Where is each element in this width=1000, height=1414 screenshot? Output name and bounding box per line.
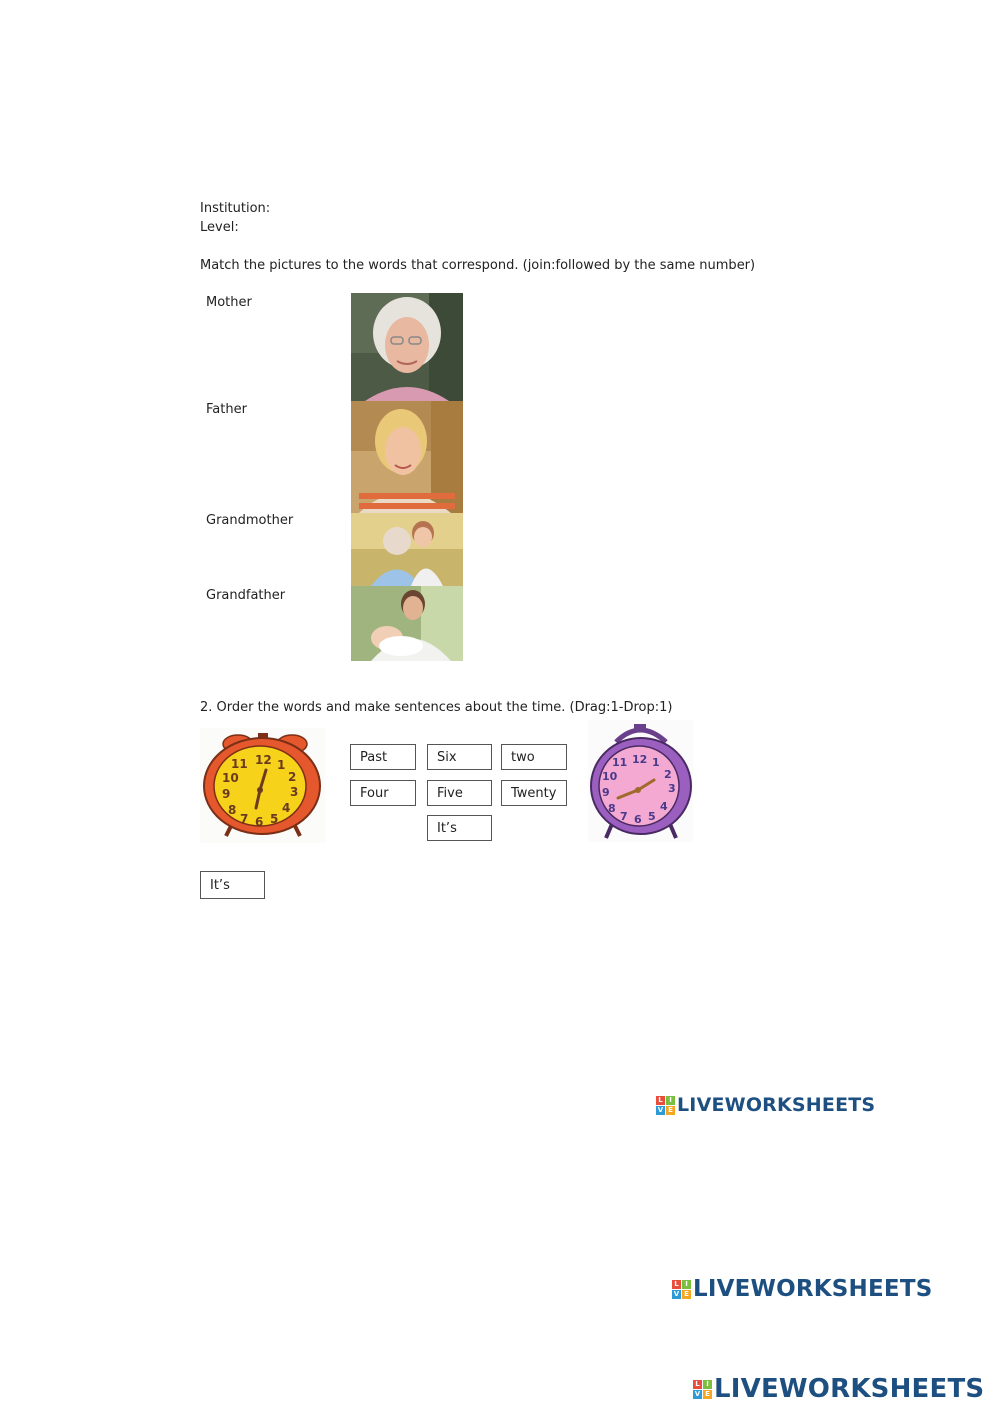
clock-right-number-8: 8 — [608, 802, 616, 815]
clock-left-number-4: 4 — [282, 801, 291, 815]
tile-four[interactable]: Four — [350, 780, 416, 806]
clock-left-number-10: 10 — [222, 771, 239, 785]
clock-right-number-11: 11 — [612, 756, 628, 769]
clock-right-number-4: 4 — [660, 800, 668, 813]
photo-grandmother[interactable] — [351, 293, 463, 401]
clock-left-number-8: 8 — [228, 803, 237, 817]
tile-two[interactable]: two — [501, 744, 567, 770]
clock-left-number-7: 7 — [240, 812, 249, 826]
liveworksheets-logo — [693, 1374, 984, 1404]
liveworksheets-wordmark: LIVEWORKSHEETS — [693, 1276, 933, 1302]
liveworksheets-wordmark: LIVEWORKSHEETS — [714, 1374, 985, 1404]
clock-right-number-2: 2 — [664, 768, 672, 781]
liveworksheets-logo-mark: L I V E — [656, 1096, 675, 1115]
institution-label: Institution: — [200, 201, 271, 216]
word-mother[interactable]: Mother — [206, 295, 252, 310]
clock-right-number-10: 10 — [602, 770, 618, 783]
liveworksheets-logo-mark: L I V E — [672, 1280, 691, 1299]
clock-right-number-3: 3 — [668, 782, 676, 795]
clock-left-number-6: 6 — [255, 815, 264, 829]
clock-left-number-11: 11 — [231, 757, 248, 771]
clock-right-number-6: 6 — [634, 813, 642, 826]
liveworksheets-logo-mark: L I V E — [693, 1380, 712, 1399]
alarm-clock-purple — [588, 720, 693, 842]
answer-drop-box[interactable]: It’s — [200, 871, 265, 899]
exercise2-instruction: 2. Order the words and make sentences about the time. (Drag:1-Drop:1) — [200, 700, 673, 715]
clock-right-number-12: 12 — [632, 753, 648, 766]
liveworksheets-logo — [672, 1276, 932, 1302]
alarm-clock-orange — [200, 728, 325, 843]
tile-twenty[interactable]: Twenty — [501, 780, 567, 806]
liveworksheets-logo — [656, 1094, 875, 1116]
word-father[interactable]: Father — [206, 402, 247, 417]
liveworksheets-wordmark: LIVEWORKSHEETS — [677, 1094, 876, 1116]
clock-right-number-5: 5 — [648, 810, 656, 823]
clock-left-number-12: 12 — [255, 753, 272, 767]
clock-left-number-3: 3 — [290, 785, 299, 799]
photo-grandfather[interactable] — [351, 513, 463, 586]
tile-five[interactable]: Five — [427, 780, 492, 806]
clock-left-number-1: 1 — [277, 758, 286, 772]
photo-father[interactable] — [351, 586, 463, 661]
clock-right-number-1: 1 — [652, 756, 660, 769]
photo-mother[interactable] — [351, 401, 463, 513]
tile-its[interactable]: It’s — [427, 815, 492, 841]
word-grandfather[interactable]: Grandfather — [206, 588, 286, 603]
clock-right-number-9: 9 — [602, 786, 610, 799]
clock-left-number-9: 9 — [222, 787, 231, 801]
clock-left-number-5: 5 — [270, 812, 279, 826]
tile-past[interactable]: Past — [350, 744, 416, 770]
clock-left-number-2: 2 — [288, 770, 297, 784]
clock-right-number-7: 7 — [620, 810, 628, 823]
tile-six[interactable]: Six — [427, 744, 492, 770]
level-label: Level: — [200, 220, 239, 235]
exercise1-instruction: Match the pictures to the words that correspond. (join:followed by the same number) — [200, 258, 756, 273]
word-grandmother[interactable]: Grandmother — [206, 513, 294, 528]
